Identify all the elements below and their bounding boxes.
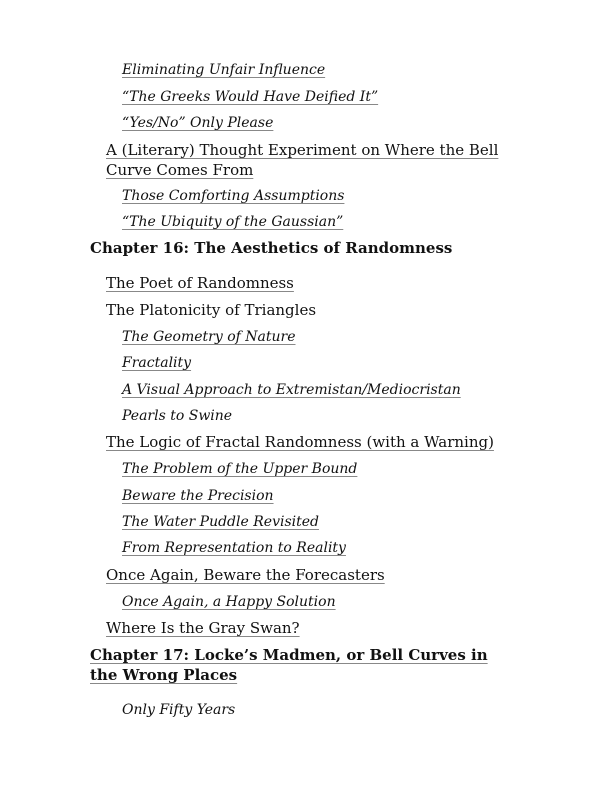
- toc-entry[interactable]: The Geometry of Nature: [122, 329, 296, 345]
- toc-entry[interactable]: The Poet of Randomness: [106, 274, 294, 292]
- toc-entry[interactable]: The Water Puddle Revisited: [122, 514, 319, 530]
- toc-entry[interactable]: A (Literary) Thought Experiment on Where the Bell Curve Comes From: [106, 141, 499, 179]
- chapter-heading: Chapter 16: The Aesthetics of Randomness: [90, 239, 453, 257]
- toc-entry: Pearls to Swine: [122, 408, 233, 424]
- toc-entry[interactable]: The Logic of Fractal Randomness (with a Warning): [106, 433, 494, 451]
- toc-entry[interactable]: Once Again, a Happy Solution: [122, 594, 336, 610]
- toc-entry[interactable]: Where Is the Gray Swan?: [106, 619, 300, 637]
- toc-entry[interactable]: Beware the Precision: [122, 488, 274, 504]
- toc-entry[interactable]: A Visual Approach to Extremistan/Mediocristan: [122, 382, 461, 398]
- toc-entry[interactable]: Fractality: [122, 355, 192, 371]
- toc-entry[interactable]: “The Ubiquity of the Gaussian”: [122, 214, 344, 230]
- toc-entry[interactable]: “The Greeks Would Have Deified It”: [122, 89, 379, 105]
- toc-entry: Only Fifty Years: [122, 702, 236, 718]
- toc-entry[interactable]: Once Again, Beware the Forecasters: [106, 566, 385, 584]
- toc-entry[interactable]: From Representation to Reality: [122, 540, 346, 556]
- toc-entry[interactable]: Eliminating Unfair Influence: [122, 62, 326, 78]
- toc-entry[interactable]: Those Comforting Assumptions: [122, 188, 345, 204]
- toc-entry[interactable]: The Problem of the Upper Bound: [122, 461, 358, 477]
- toc-entry[interactable]: “Yes/No” Only Please: [122, 115, 274, 131]
- toc-entry: The Platonicity of Triangles: [106, 301, 317, 319]
- chapter-heading[interactable]: Chapter 17: Locke’s Madmen, or Bell Curves in the Wrong Places: [90, 646, 488, 684]
